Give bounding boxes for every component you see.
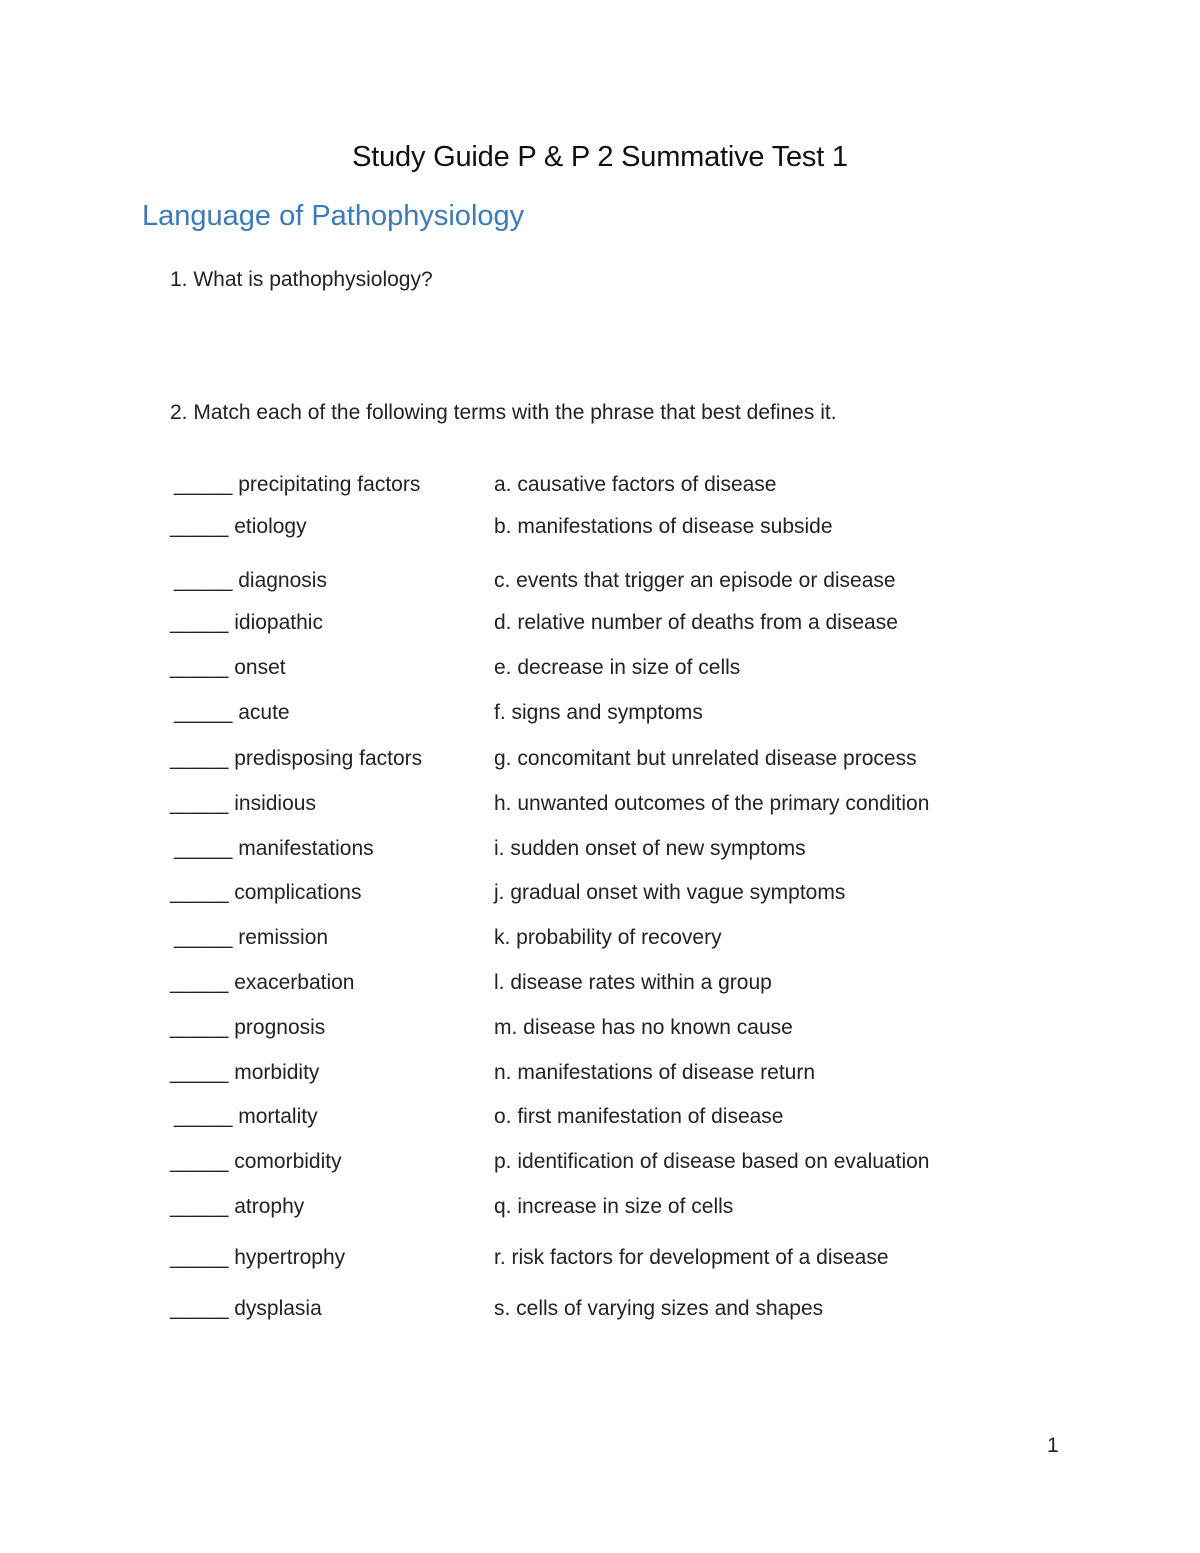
matching-definition: h. unwanted outcomes of the primary condition <box>494 792 930 815</box>
matching-definition: f. signs and symptoms <box>494 701 703 724</box>
matching-row <box>0 1297 1200 1327</box>
matching-row <box>0 792 1200 822</box>
matching-definition: j. gradual onset with vague symptoms <box>494 881 846 904</box>
matching-term: _____ remission <box>174 926 329 949</box>
matching-row <box>0 1195 1200 1225</box>
matching-row <box>0 515 1200 545</box>
matching-term: _____ precipitating factors <box>174 473 421 496</box>
matching-row <box>0 569 1200 599</box>
matching-term: _____ idiopathic <box>170 611 323 634</box>
matching-definition: a. causative factors of disease <box>494 473 777 496</box>
matching-definition: i. sudden onset of new symptoms <box>494 837 806 860</box>
matching-term: _____ morbidity <box>170 1061 320 1084</box>
matching-term: _____ mortality <box>174 1105 318 1128</box>
page-title: Study Guide P & P 2 Summative Test 1 <box>352 141 848 173</box>
matching-row <box>0 701 1200 731</box>
matching-term: _____ diagnosis <box>174 569 327 592</box>
matching-row <box>0 881 1200 911</box>
matching-row <box>0 656 1200 686</box>
matching-term: _____ complications <box>170 881 362 904</box>
matching-definition: e. decrease in size of cells <box>494 656 741 679</box>
matching-definition: n. manifestations of disease return <box>494 1061 816 1084</box>
matching-definition: g. concomitant but unrelated disease process <box>494 747 917 770</box>
matching-definition: m. disease has no known cause <box>494 1016 793 1039</box>
matching-term: _____ manifestations <box>174 837 374 860</box>
matching-definition: b. manifestations of disease subside <box>494 515 833 538</box>
matching-row <box>0 1105 1200 1135</box>
matching-term: _____ exacerbation <box>170 971 355 994</box>
matching-row <box>0 747 1200 777</box>
matching-definition: d. relative number of deaths from a disease <box>494 611 898 634</box>
matching-term: _____ hypertrophy <box>170 1246 346 1269</box>
matching-row <box>0 1016 1200 1046</box>
matching-row <box>0 837 1200 867</box>
matching-row <box>0 1061 1200 1091</box>
matching-term: _____ dysplasia <box>170 1297 322 1320</box>
matching-term: _____ insidious <box>170 792 316 815</box>
question-2: 2. Match each of the following terms with the phrase that best defines it. <box>170 401 837 424</box>
matching-term: _____ onset <box>170 656 286 679</box>
matching-term: _____ acute <box>174 701 290 724</box>
matching-definition: k. probability of recovery <box>494 926 722 949</box>
page-number: 1 <box>1047 1434 1059 1457</box>
matching-definition: l. disease rates within a group <box>494 971 772 994</box>
matching-definition: r. risk factors for development of a disease <box>494 1246 889 1269</box>
matching-row <box>0 473 1200 503</box>
matching-term: _____ etiology <box>170 515 307 538</box>
matching-row <box>0 611 1200 641</box>
question-1: 1. What is pathophysiology? <box>170 268 433 291</box>
matching-definition: s. cells of varying sizes and shapes <box>494 1297 824 1320</box>
matching-row <box>0 1150 1200 1180</box>
matching-row <box>0 1246 1200 1276</box>
matching-row <box>0 926 1200 956</box>
matching-term: _____ prognosis <box>170 1016 326 1039</box>
matching-definition: o. first manifestation of disease <box>494 1105 784 1128</box>
matching-row <box>0 971 1200 1001</box>
section-heading: Language of Pathophysiology <box>142 200 525 232</box>
matching-term: _____ atrophy <box>170 1195 305 1218</box>
matching-term: _____ predisposing factors <box>170 747 423 770</box>
matching-definition: q. increase in size of cells <box>494 1195 734 1218</box>
matching-definition: c. events that trigger an episode or disease <box>494 569 896 592</box>
matching-definition: p. identification of disease based on evaluation <box>494 1150 930 1173</box>
matching-term: _____ comorbidity <box>170 1150 342 1173</box>
